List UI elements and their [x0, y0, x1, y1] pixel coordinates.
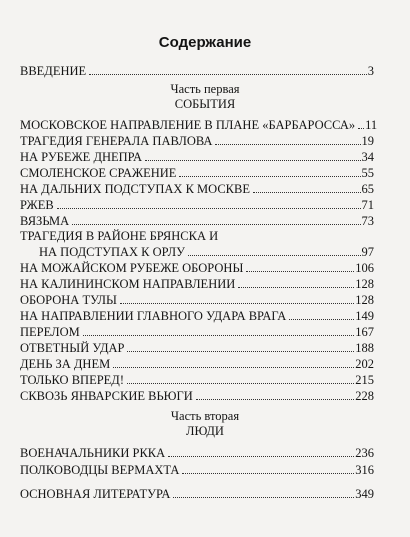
- dot-leader: [168, 456, 354, 457]
- entry-title: НА НАПРАВЛЕНИИ ГЛАВНОГО УДАРА ВРАГА: [20, 309, 287, 323]
- entry-title: ТРАГЕДИЯ ГЕНЕРАЛА ПАВЛОВА: [20, 134, 213, 148]
- dot-leader: [120, 303, 354, 304]
- dot-leader: [289, 319, 354, 320]
- toc-entry: [20, 116, 378, 132]
- entry-title: МОСКОВСКОЕ НАПРАВЛЕНИЕ В ПЛАНЕ «БАРБАРОССА»: [20, 118, 356, 132]
- toc-entry: [20, 259, 374, 275]
- dot-leader: [182, 473, 354, 474]
- dot-leader: [89, 74, 367, 75]
- page-title: Содержание: [158, 34, 252, 51]
- entry-page: 316: [355, 463, 374, 477]
- entry-title: НА ДАЛЬНИХ ПОДСТУПАХ К МОСКВЕ: [20, 182, 250, 196]
- dot-leader: [215, 144, 360, 145]
- entry-page: 149: [355, 309, 374, 323]
- toc-entry: [20, 212, 374, 228]
- entry-title: ОБОРОНА ТУЛЫ: [20, 293, 117, 307]
- entry-title: НА МОЖАЙСКОМ РУБЕЖЕ ОБОРОНЫ: [20, 261, 244, 275]
- toc-entry-introduction: [20, 62, 374, 78]
- entry-page: 106: [355, 261, 374, 275]
- entry-page: 128: [355, 293, 374, 307]
- entry-title: ВВЕДЕНИЕ: [20, 64, 87, 78]
- toc-entry: [20, 196, 374, 212]
- entry-title: ОТВЕТНЫЙ УДАР: [20, 341, 125, 355]
- toc-entry: [20, 132, 374, 148]
- entry-title: ВЯЗЬМА: [20, 214, 70, 228]
- entry-page: 228: [355, 389, 374, 403]
- part-two-name: ЛЮДИ: [186, 424, 224, 438]
- entry-page: 188: [355, 341, 374, 355]
- toc-entry: [20, 444, 374, 460]
- toc-entry: [20, 148, 374, 164]
- entry-page: 34: [361, 150, 374, 164]
- entry-page: 3: [367, 64, 374, 78]
- part-two-label: Часть вторая: [170, 409, 240, 423]
- entry-title: РЖЕВ: [20, 198, 54, 212]
- dot-leader: [72, 224, 360, 225]
- dot-leader: [358, 128, 364, 129]
- toc-entry: [20, 339, 374, 355]
- entry-title: НА РУБЕЖЕ ДНЕПРА: [20, 150, 143, 164]
- toc-entry: [20, 164, 374, 180]
- toc-entry-multiline-first: [20, 227, 374, 243]
- entry-page: 73: [361, 214, 374, 228]
- entry-page: 167: [355, 325, 374, 339]
- toc-entry: [20, 387, 374, 403]
- entry-page: 19: [361, 134, 374, 148]
- entry-title: ПОЛКОВОДЦЫ ВЕРМАХТА: [20, 463, 180, 477]
- entry-page: 236: [355, 446, 374, 460]
- toc-entry-multiline-second: [39, 243, 374, 259]
- dot-leader: [179, 176, 360, 177]
- toc-entry-literature: [20, 485, 374, 501]
- part-one-label: Часть первая: [170, 82, 240, 96]
- entry-page: 71: [361, 198, 374, 212]
- dot-leader: [83, 335, 355, 336]
- toc-entry: [20, 371, 374, 387]
- entry-page: 215: [355, 373, 374, 387]
- toc-entry: [20, 461, 374, 477]
- dot-leader: [127, 351, 354, 352]
- toc-entry: [20, 307, 374, 323]
- dot-leader: [113, 367, 354, 368]
- entry-title: ПЕРЕЛОМ: [20, 325, 80, 339]
- entry-page: 202: [355, 357, 374, 371]
- entry-page: 55: [361, 166, 374, 180]
- dot-leader: [253, 192, 361, 193]
- dot-leader: [196, 399, 355, 400]
- part-one-name: СОБЫТИЯ: [174, 97, 236, 111]
- dot-leader: [246, 271, 354, 272]
- entry-page: 349: [355, 487, 374, 501]
- entry-title: СКВОЗЬ ЯНВАРСКИЕ ВЬЮГИ: [20, 389, 193, 403]
- toc-entry: [20, 355, 374, 371]
- toc-entry: [20, 323, 374, 339]
- dot-leader: [127, 383, 354, 384]
- entry-page: 128: [355, 277, 374, 291]
- entry-page: 65: [361, 182, 374, 196]
- dot-leader: [188, 255, 361, 256]
- toc-entry: [20, 180, 374, 196]
- entry-title: СМОЛЕНСКОЕ СРАЖЕНИЕ: [20, 166, 177, 180]
- entry-page: 97: [361, 245, 374, 259]
- dot-leader: [173, 497, 354, 498]
- toc-entry: [20, 275, 374, 291]
- entry-page: 11: [365, 118, 378, 132]
- entry-title: ДЕНЬ ЗА ДНЕМ: [20, 357, 111, 371]
- dot-leader: [238, 287, 354, 288]
- entry-title: ТРАГЕДИЯ В РАЙОНЕ БРЯНСКА И: [20, 229, 219, 243]
- entry-title: НА ПОДСТУПАХ К ОРЛУ: [39, 245, 185, 259]
- entry-title: ТОЛЬКО ВПЕРЕД!: [20, 373, 124, 387]
- toc-entry: [20, 291, 374, 307]
- dot-leader: [145, 160, 360, 161]
- entry-title: ОСНОВНАЯ ЛИТЕРАТУРА: [20, 487, 171, 501]
- dot-leader: [57, 208, 361, 209]
- entry-title: ВОЕНАЧАЛЬНИКИ РККА: [20, 446, 166, 460]
- entry-title: НА КАЛИНИНСКОМ НАПРАВЛЕНИИ: [20, 277, 236, 291]
